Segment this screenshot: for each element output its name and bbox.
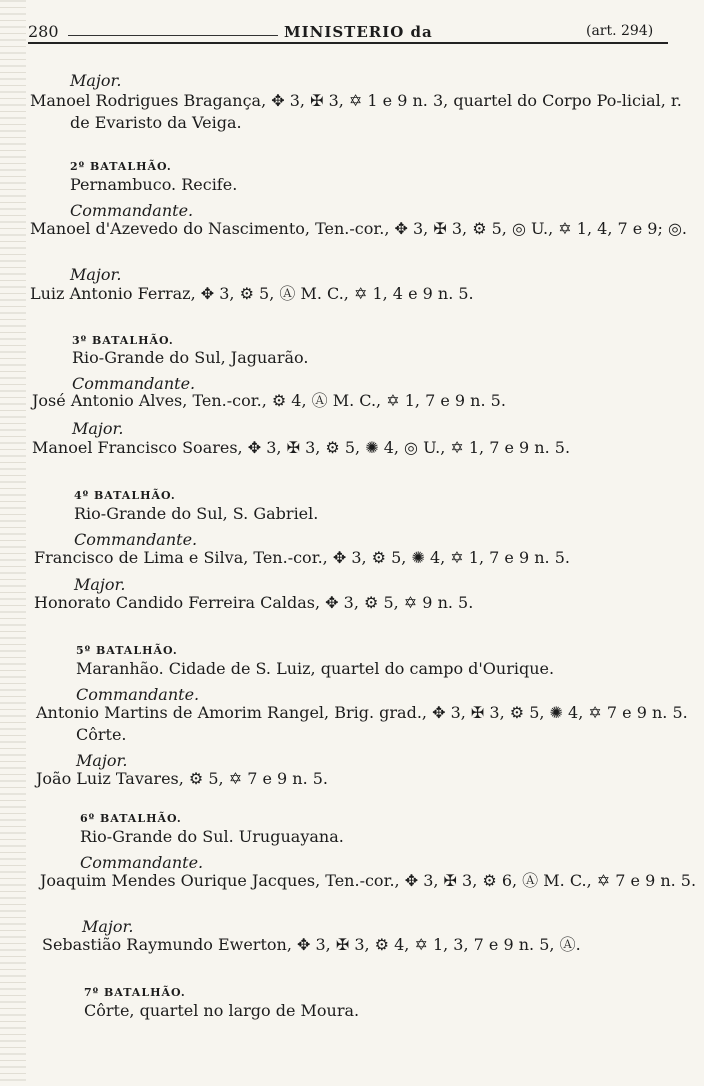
battalion-heading: 5º BATALHÃO.: [76, 644, 178, 657]
battalion-location: Maranhão. Cidade de S. Luiz, quartel do campo d'Ourique.: [76, 659, 555, 678]
officer-entry: Sebastião Raymundo Ewerton, ✥ 3, ✠ 3, ⚙ 4, ✡ 1, 3, 7 e 9 n. 5, Ⓐ.: [42, 935, 581, 954]
rank-label: Commandante.: [74, 530, 198, 549]
rank-label: Major.: [70, 265, 122, 284]
officer-entry: Luiz Antonio Ferraz, ✥ 3, ⚙ 5, Ⓐ M. C., ✡ 1, 4 e 9 n. 5.: [30, 284, 474, 303]
officer-entry: Joaquim Mendes Ourique Jacques, Ten.-cor., ✥ 3, ✠ 3, ⚙ 6, Ⓐ M. C., ✡ 7 e 9 n. 5.: [40, 871, 697, 890]
rank-label: Commandante.: [76, 685, 200, 704]
officer-entry: Manoel Francisco Soares, ✥ 3, ✠ 3, ⚙ 5, ✺ 4, ◎ U., ✡ 1, 7 e 9 n. 5.: [32, 438, 571, 457]
rank-label: Commandante.: [72, 374, 196, 393]
battalion-location: Côrte, quartel no largo de Moura.: [84, 1001, 360, 1020]
rank-label: Major.: [76, 751, 128, 770]
rank-label: Major.: [74, 575, 126, 594]
rank-label: Commandante.: [80, 853, 204, 872]
officer-entry: Francisco de Lima e Silva, Ten.-cor., ✥ 3, ⚙ 5, ✺ 4, ✡ 1, 7 e 9 n. 5.: [34, 548, 570, 567]
header-rule: [68, 35, 278, 36]
battalion-heading: 2º BATALHÃO.: [70, 160, 172, 173]
officer-entry: João Luiz Tavares, ⚙ 5, ✡ 7 e 9 n. 5.: [36, 769, 329, 788]
rank-label: Major.: [72, 419, 124, 438]
battalion-heading: 3º BATALHÃO.: [72, 334, 174, 347]
rank-label: Major.: [82, 917, 134, 936]
officer-entry: Antonio Martins de Amorim Rangel, Brig. grad., ✥ 3, ✠ 3, ⚙ 5, ✺ 4, ✡ 7 e 9 n. 5. Côrte.: [36, 703, 688, 744]
rank-label: Major.: [70, 71, 122, 90]
article-reference: (art. 294): [586, 23, 654, 39]
battalion-heading: 7º BATALHÃO.: [84, 986, 186, 999]
battalion-location: Rio-Grande do Sul, S. Gabriel.: [74, 504, 319, 523]
officer-entry: Honorato Candido Ferreira Caldas, ✥ 3, ⚙ 5, ✡ 9 n. 5.: [34, 593, 474, 612]
officer-entry: Manoel d'Azevedo do Nascimento, Ten.-cor., ✥ 3, ✠ 3, ⚙ 5, ◎ U., ✡ 1, 4, 7 e 9; ◎.: [30, 219, 688, 238]
officer-entry: Manoel Rodrigues Bragança, ✥ 3, ✠ 3, ✡ 1 e 9 n. 3, quartel do Corpo Po-licial, r. de Evaristo da Veiga.: [30, 91, 682, 132]
battalion-heading: 6º BATALHÃO.: [80, 812, 182, 825]
battalion-location: Pernambuco. Recife.: [70, 175, 238, 194]
header-underline: [28, 42, 668, 44]
page-edge-shadow: [0, 0, 26, 1086]
page-number: 280: [28, 22, 59, 41]
officer-entry: José Antonio Alves, Ten.-cor., ⚙ 4, Ⓐ M. C., ✡ 1, 7 e 9 n. 5.: [32, 391, 506, 410]
battalion-heading: 4º BATALHÃO.: [74, 489, 176, 502]
rank-label: Commandante.: [70, 201, 194, 220]
running-title: MINISTERIO da: [284, 23, 433, 41]
page-header: [28, 22, 668, 48]
battalion-location: Rio-Grande do Sul. Uruguayana.: [80, 827, 344, 846]
battalion-location: Rio-Grande do Sul, Jaguarão.: [72, 348, 309, 367]
